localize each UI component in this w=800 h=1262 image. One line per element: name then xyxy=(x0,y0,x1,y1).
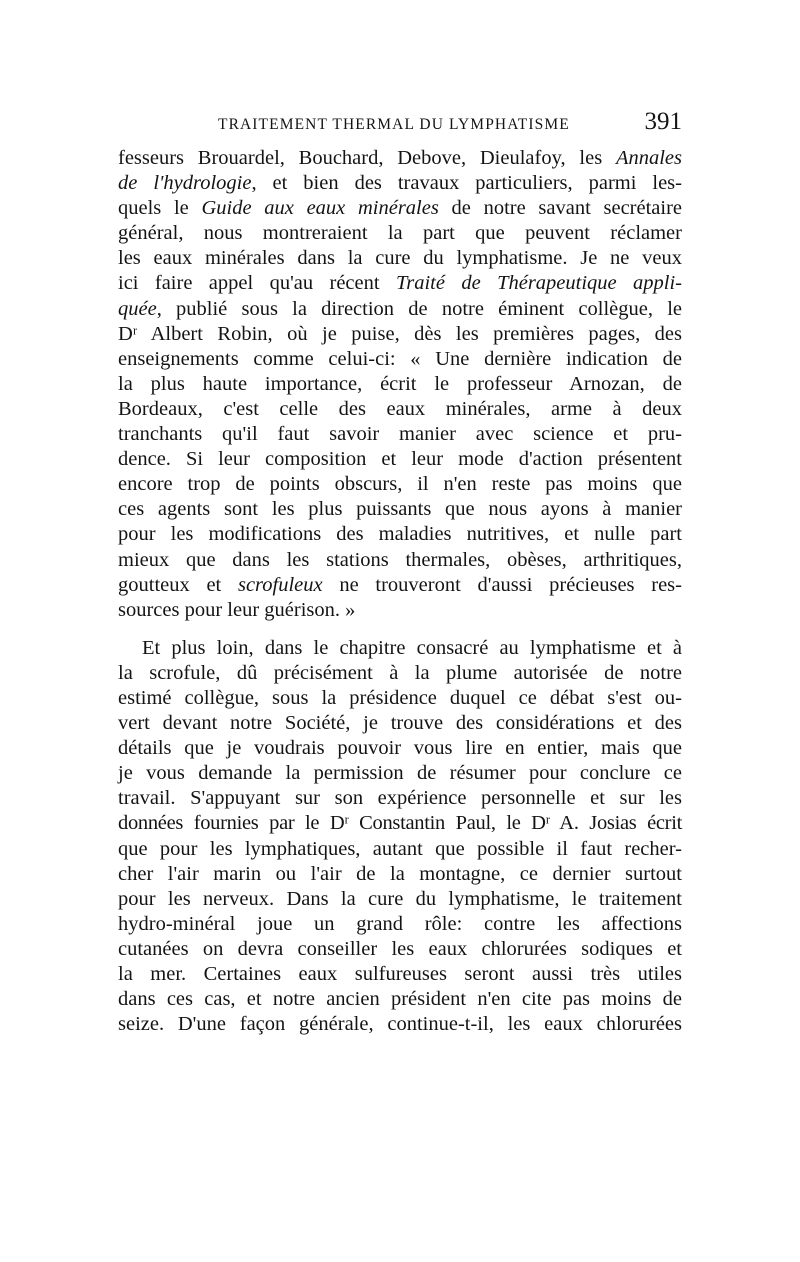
text-line: les eaux minérales dans la cure du lymphatisme. Je ne veux xyxy=(118,247,682,270)
running-title: TRAITEMENT THERMAL DU LYMPHATISME xyxy=(218,116,570,133)
text-line: vert devant notre Société, je trouve des considérations et des xyxy=(118,712,682,735)
text-line: quée, publié sous la direction de notre éminent collègue, le xyxy=(118,297,682,320)
text-line: estimé collègue, sous la présidence duquel ce débat s'est ou- xyxy=(118,686,682,709)
text-line: pour les modifications des maladies nutritives, et nulle part xyxy=(118,523,682,546)
text-line: dence. Si leur composition et leur mode d'action présentent xyxy=(118,448,682,471)
text-line: encore trop de points obscurs, il n'en reste pas moins que xyxy=(118,473,682,496)
text-line: de l'hydrologie, et bien des travaux particuliers, parmi les- xyxy=(118,172,682,195)
page-number: 391 xyxy=(644,108,682,135)
text-line: fesseurs Brouardel, Bouchard, Debove, Dieulafoy, les Annales xyxy=(118,147,682,169)
text-line: détails que je voudrais pouvoir vous lire en entier, mais que xyxy=(118,737,682,760)
text-line: pour les nerveux. Dans la cure du lymphatisme, le traitement xyxy=(118,887,682,910)
text-line: cutanées on devra conseiller les eaux chlorurées sodiques et xyxy=(118,937,682,960)
text-line: quels le Guide aux eaux minérales de notre savant secrétaire xyxy=(118,197,683,220)
text-line: données fournies par le Dʳ Constantin Paul, le Dʳ A. Josias écrit xyxy=(118,812,682,835)
text-line: mieux que dans les stations thermales, obèses, arthritiques, xyxy=(118,548,682,571)
text-line: je vous demande la permission de résumer pour conclure ce xyxy=(118,762,682,785)
text-line: hydro-minéral joue un grand rôle: contre les affections xyxy=(118,912,682,935)
text-line: ici faire appel qu'au récent Traité de Thérapeutique appli- xyxy=(118,272,682,295)
text-line: tranchants qu'il faut savoir manier avec science et pru- xyxy=(118,423,682,446)
text-line: enseignements comme celui-ci: « Une dernière indication de xyxy=(118,347,682,370)
body-text xyxy=(118,146,682,1037)
text-line: travail. S'appuyant sur son expérience personnelle et sur les xyxy=(118,787,682,810)
text-line: la scrofule, dû précisément à la plume autorisée de notre xyxy=(118,661,682,684)
paragraph-gap xyxy=(118,623,682,636)
text-line: cher l'air marin ou l'air de la montagne, ce dernier surtout xyxy=(118,862,682,885)
text-line: Bordeaux, c'est celle des eaux minérales, arme à deux xyxy=(118,397,682,420)
text-line: goutteux et scrofuleux ne trouveront d'aussi précieuses res- xyxy=(118,573,682,596)
text-line: général, nous montreraient la part que peuvent réclamer xyxy=(118,222,682,245)
text-line: seize. D'une façon générale, continue-t-il, les eaux chlorurées xyxy=(118,1013,682,1036)
text-line: ces agents sont les plus puissants que nous ayons à manier xyxy=(118,498,682,521)
paragraph-2 xyxy=(118,636,682,1038)
text-line: que pour les lymphatiques, autant que possible il faut recher- xyxy=(118,837,682,860)
text-line: sources pour leur guérison. » xyxy=(118,598,356,621)
text-line: la plus haute importance, écrit le professeur Arnozan, de xyxy=(118,372,682,395)
text-line: la mer. Certaines eaux sulfureuses seront aussi très utiles xyxy=(118,963,682,985)
text-line: Et plus loin, dans le chapitre consacré au lymphatisme et à xyxy=(142,636,682,659)
text-line: dans ces cas, et notre ancien président n'en cite pas moins de xyxy=(118,988,682,1011)
text-line: Dʳ Albert Robin, où je puise, dès les premières pages, des xyxy=(118,322,682,345)
paragraph-1 xyxy=(118,146,682,623)
running-head xyxy=(118,108,682,136)
